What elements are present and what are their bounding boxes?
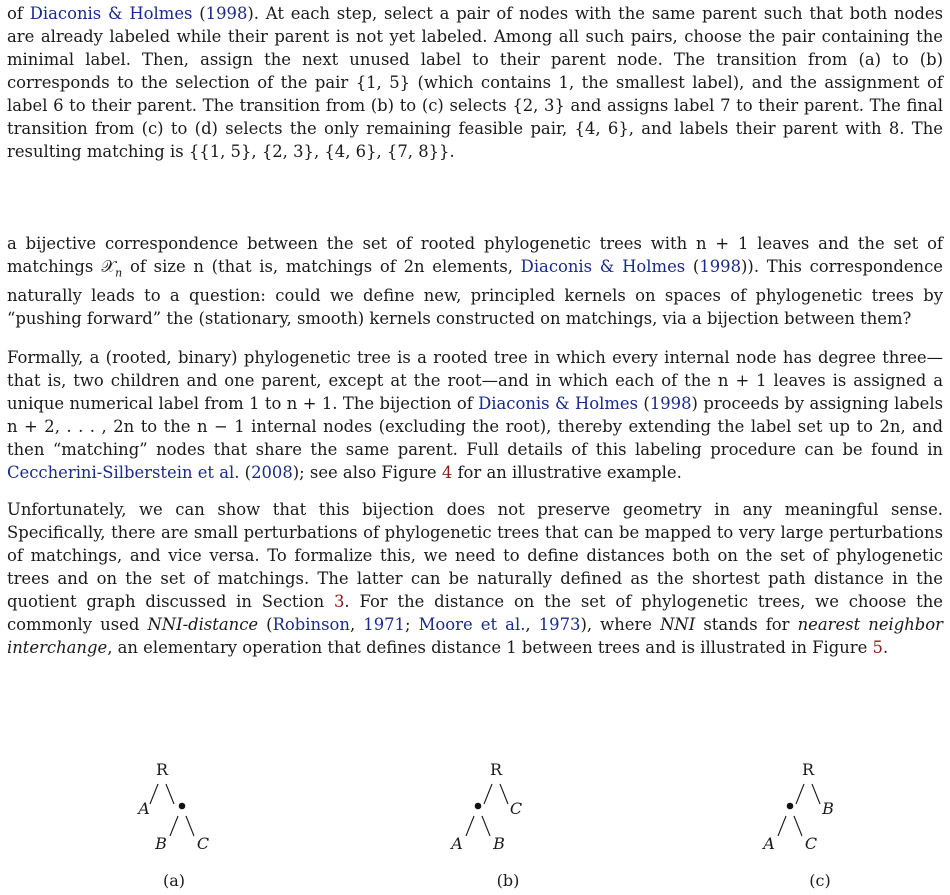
- text: ) proceeds by assigning labels n + 2, . . . , 2n to the n − 1 internal nodes (excluding the root), thereby extending the label set up to 2n, and then “matching” nodes that share the same parent. Full details of this labeling procedure can be found in: [7, 394, 943, 459]
- text: (: [258, 615, 273, 634]
- leaf-label: B: [493, 834, 505, 853]
- leaf-label: C: [196, 834, 210, 853]
- tree-edge: [484, 784, 492, 804]
- text: )). This correspondence naturally leads to a question: could we define new, principled kernels on spaces of phylogenetic trees by “pushing forward” the (stationary, smooth) kernels constructed on matchings, via a bijection between them?: [7, 257, 943, 329]
- tree-edge: [500, 784, 508, 804]
- citation-year-link[interactable]: 1998: [205, 4, 248, 23]
- emphasis: NNI: [660, 615, 696, 634]
- text: for an illustrative example.: [452, 463, 682, 482]
- leaf-label: C: [804, 834, 818, 853]
- root-label: R: [489, 760, 503, 779]
- tree-edge: [466, 816, 474, 836]
- citation-link[interactable]: Robinson: [272, 615, 350, 634]
- text: ); see also Figure: [292, 463, 442, 482]
- text: Formally, a (rooted, binary) phylogenetic tree is a rooted tree in which every internal node has degree three—that is, two children and one parent, except at the root—and in which each of the n + 1 leaves is assigned a unique numerical label from 1 to n + 1. The bijection of: [7, 348, 943, 413]
- tree-edge: [170, 816, 178, 836]
- text: of size n (that is, matchings of 2n elements,: [122, 257, 521, 276]
- citation-year-link[interactable]: 1973: [538, 615, 581, 634]
- internal-node: [179, 803, 186, 810]
- tree-edge: [166, 784, 174, 804]
- text: (: [192, 4, 206, 23]
- text: ,: [525, 615, 539, 634]
- citation-link[interactable]: Diaconis & Holmes: [478, 394, 639, 413]
- section-ref-link[interactable]: 3: [333, 592, 345, 611]
- citation-link[interactable]: Moore et al.: [418, 615, 526, 634]
- leaf-label: A: [138, 799, 150, 818]
- text: stands for: [695, 615, 798, 634]
- citation-link[interactable]: Diaconis & Holmes: [520, 257, 686, 276]
- tree-edge: [186, 816, 194, 836]
- subfigure-caption: (c): [809, 871, 831, 890]
- citation-year-link[interactable]: 1971: [363, 615, 405, 634]
- figure-ref-link[interactable]: 4: [441, 463, 453, 482]
- citation-year-link[interactable]: 1998: [699, 257, 742, 276]
- leaf-label: B: [822, 799, 834, 818]
- text: , an elementary operation that defines distance 1 between trees and is illustrated in Figure: [107, 638, 873, 657]
- text: (: [638, 394, 650, 413]
- text: (: [239, 463, 252, 482]
- tree-edge: [796, 784, 804, 804]
- figure-ref-link[interactable]: 5: [872, 638, 883, 657]
- emphasis: nearest neighbor interchange: [7, 615, 944, 657]
- paragraph-labeling-procedure: [7, 2, 943, 163]
- citation-link[interactable]: Ceccherini-Silberstein et al.: [7, 463, 240, 482]
- text: Unfortunately, we can show that this bijection does not preserve geometry in any meaningful sense. Specifically, there are small perturbations of phylogenetic trees that can be mapped to very large perturbations of matchings, and vice versa. To formalize this, we need to define distances both on the set of phylogenetic trees and on the set of matchings. The latter can be naturally defined as the shortest path distance in the quotient graph discussed in Section: [7, 500, 943, 611]
- tree-edge: [150, 784, 158, 804]
- text: (: [685, 257, 700, 276]
- tree-edge: [812, 784, 820, 804]
- tree-edge: [778, 816, 786, 836]
- root-label: R: [801, 760, 815, 779]
- citation-year-link[interactable]: 2008: [251, 463, 293, 482]
- subfigure-caption: (b): [496, 871, 520, 890]
- text: . For the distance on the set of phylogenetic trees, we choose the commonly used: [7, 592, 944, 634]
- paragraph-nni-distance: [7, 498, 943, 659]
- tree-edge: [482, 816, 490, 836]
- tree-edge: [794, 816, 802, 836]
- leaf-label: B: [155, 834, 167, 853]
- text: ,: [349, 615, 364, 634]
- text: of: [7, 4, 30, 23]
- citation-link[interactable]: Diaconis & Holmes: [29, 4, 193, 23]
- emphasis: NNI-distance: [147, 615, 259, 634]
- paragraph-bijection: [7, 232, 943, 330]
- text: .: [882, 638, 889, 657]
- leaf-label: C: [509, 799, 523, 818]
- paragraph-phylogenetic-tree-definition: [7, 346, 943, 484]
- text: ;: [404, 615, 419, 634]
- text: ), where: [580, 615, 661, 634]
- text: ). At each step, select a pair of nodes with the same parent such that both nodes are already labeled while their parent is not yet labeled. Among all such pairs, choose the pair containing the minimal label. Then, assign the next unused label to their parent node. The transition from (a) to (b) corresponds to the selection of the pair {1, 5} (which contains 1, the smallest label), and the assignment of label 6 to their parent. The transition from (b) to (c) selects {2, 3} and assigns label 7 to their parent. The final transition from (c) to (d) selects the only remaining feasible pair, {4, 6}, and labels their parent with 8. The resulting matching is {{1, 5}, {2, 3}, {4, 6}, {7, 8}}.: [7, 4, 943, 161]
- text: a bijective correspondence between the set of rooted phylogenetic trees with n + 1 leaves and the set of matchings 𝒳: [7, 234, 943, 276]
- leaf-label: A: [451, 834, 463, 853]
- citation-year-link[interactable]: 1998: [649, 394, 692, 413]
- nni-figure: [0, 760, 950, 895]
- subfigure-caption: (a): [162, 871, 186, 890]
- root-label: R: [155, 760, 169, 779]
- subscript: n: [115, 266, 123, 280]
- tree-diagrams: [0, 760, 950, 895]
- internal-node: [475, 803, 482, 810]
- internal-node: [787, 803, 794, 810]
- leaf-label: A: [763, 834, 775, 853]
